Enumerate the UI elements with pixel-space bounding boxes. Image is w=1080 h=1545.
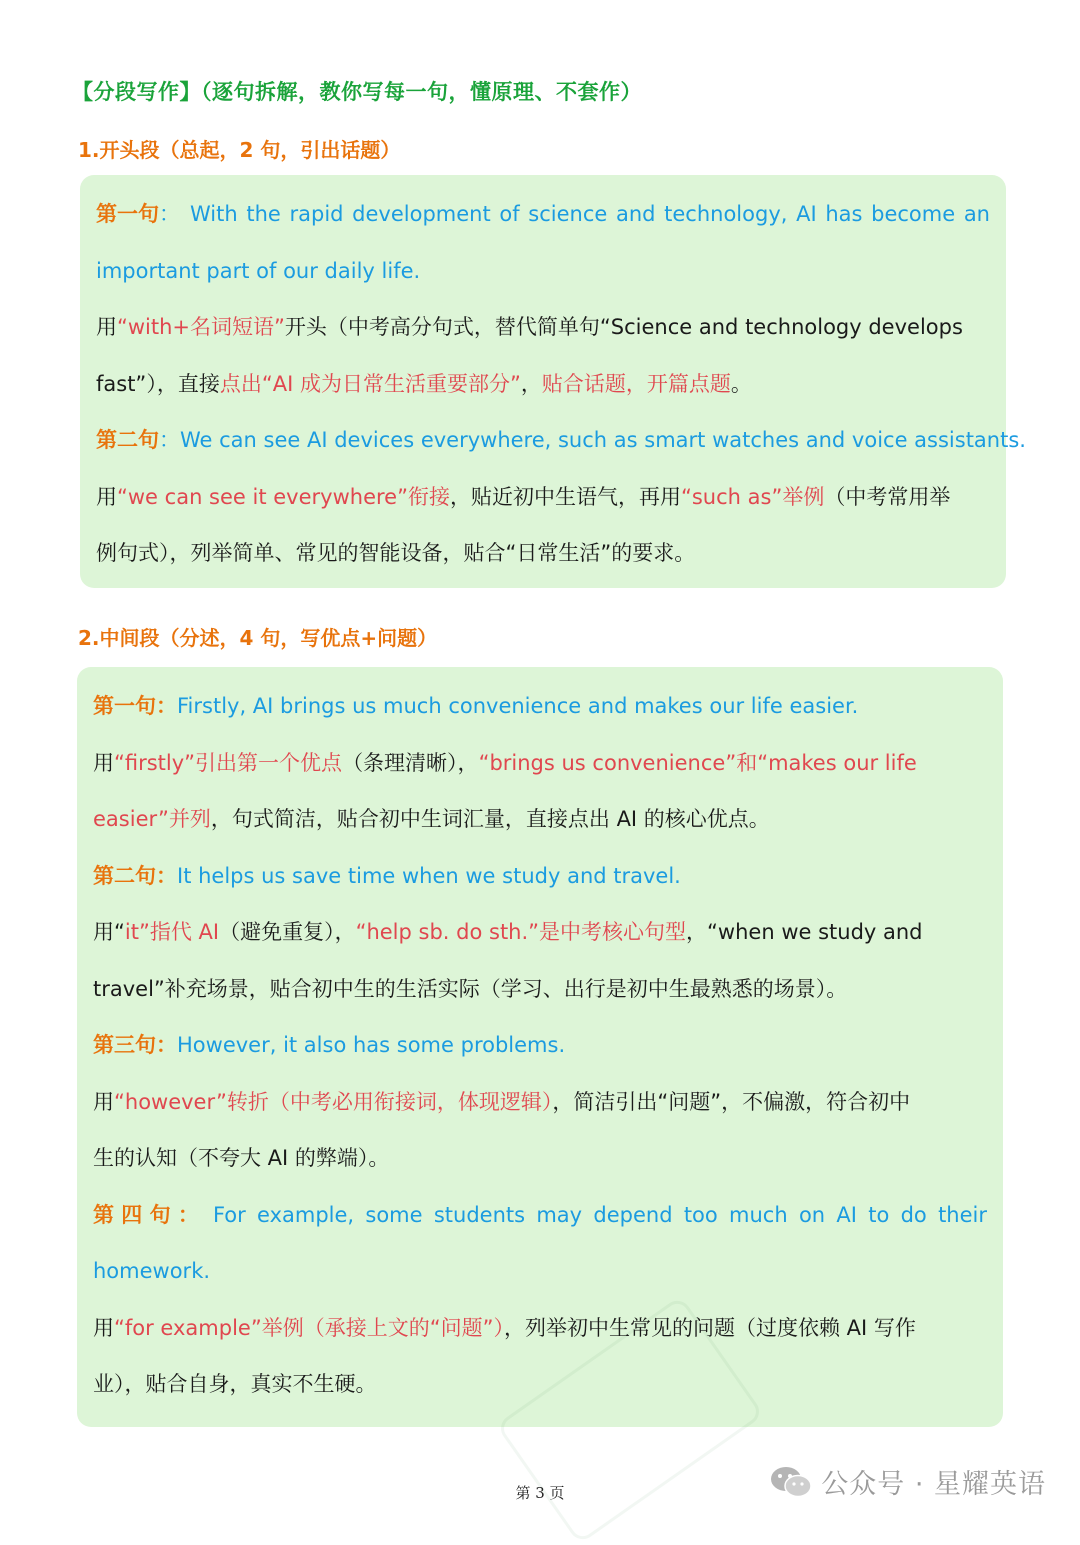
- m4-explanation-line1: 用“for example”举例（承接上文的“问题”），列举初中生常见的问题（过度依赖 AI 写作: [93, 1316, 916, 1340]
- opening-paragraph-box: [80, 175, 1026, 588]
- m3-english-sentence: However, it also has some problems.: [177, 1033, 566, 1057]
- s1-explanation-line2: fast”），直接点出“AI 成为日常生活重要部分”，贴合话题，开篇点题。: [96, 372, 752, 396]
- s2-explanation-line2: 例句式），列举简单、常见的智能设备，贴合“日常生活”的要求。: [96, 541, 696, 565]
- m2-sentence-line1: [93, 861, 681, 891]
- s1-label: 第一句: [96, 202, 159, 226]
- m2-explanation-line2: travel”补充场景，贴合初中生的生活实际（学习、出行是初中生最熟悉的场景）。: [93, 977, 848, 1001]
- m1-sentence-line1: [93, 691, 858, 721]
- m3-sentence-line1: [93, 1030, 565, 1060]
- page-number: 第 3 页: [515, 1484, 565, 1502]
- page-title: 【分段写作】（逐句拆解，教你写每一句，懂原理、不套作）: [72, 80, 642, 104]
- s1-english-sentence-cont: important part of our daily life.: [96, 259, 421, 283]
- m2-english-sentence: It helps us save time when we study and travel.: [177, 864, 681, 888]
- wechat-icon: [769, 1465, 813, 1499]
- middle-paragraph-box: [77, 667, 1003, 1427]
- m2-label: 第二句：: [93, 864, 177, 888]
- m3-explanation-line2: 生的认知（不夸大 AI 的弊端）。: [93, 1146, 390, 1170]
- m4-english-sentence: For example, some students may depend too much on AI to do their: [212, 1203, 987, 1227]
- m3-label: 第三句：: [93, 1033, 177, 1057]
- m2-explanation-line1: 用“it”指代 AI（避免重复），“help sb. do sth.”是中考核心句型，“when we study and: [93, 920, 923, 944]
- m1-english-sentence: Firstly, AI brings us much convenience and makes our life easier.: [177, 694, 859, 718]
- wechat-watermark: [769, 1462, 1046, 1501]
- m4-explanation-line2: 业），贴合自身，真实不生硬。: [93, 1372, 377, 1396]
- s1-english-sentence: With the rapid development of science and technology, AI has become an: [190, 202, 990, 226]
- s1-sentence-line1: 第一句： With the rapid development of science and technology, AI has become an: [96, 199, 990, 229]
- s2-label: 第二句: [96, 428, 159, 452]
- section-heading-middle: 2.中间段（分述，4 句，写优点+问题）: [78, 626, 438, 650]
- section-heading-opening: 1.开头段（总起，2 句，引出话题）: [78, 138, 401, 162]
- m1-explanation-line1: 用“firstly”引出第一个优点（条理清晰），“brings us convenience”和“makes our life: [93, 751, 917, 775]
- m1-label: 第一句：: [93, 694, 177, 718]
- m4-english-sentence-cont: homework.: [93, 1259, 211, 1283]
- s2-explanation-line1: 用“we can see it everywhere”衔接，贴近初中生语气，再用“such as”举例（中考常用举: [96, 485, 951, 509]
- m4-label: 第 四 句 ：: [93, 1203, 199, 1227]
- watermark-text: 公众号 · 星耀英语: [821, 1469, 1046, 1500]
- m3-explanation-line1: 用“however”转折（中考必用衔接词，体现逻辑），简洁引出“问题”，不偏激，符合初中: [93, 1090, 911, 1114]
- m4-sentence-line1: [93, 1200, 987, 1230]
- m1-explanation-line2: easier”并列，句式简洁，贴合初中生词汇量，直接点出 AI 的核心优点。: [93, 807, 770, 831]
- s2-english-sentence: We can see AI devices everywhere, such as smart watches and voice assistants.: [180, 428, 1026, 452]
- s2-sentence-line1: 第二句：We can see AI devices everywhere, such as smart watches and voice assistants.: [96, 428, 1026, 452]
- s1-explanation-line1: 用“with+名词短语”开头（中考高分句式，替代简单句“Science and technology develops: [96, 315, 963, 339]
